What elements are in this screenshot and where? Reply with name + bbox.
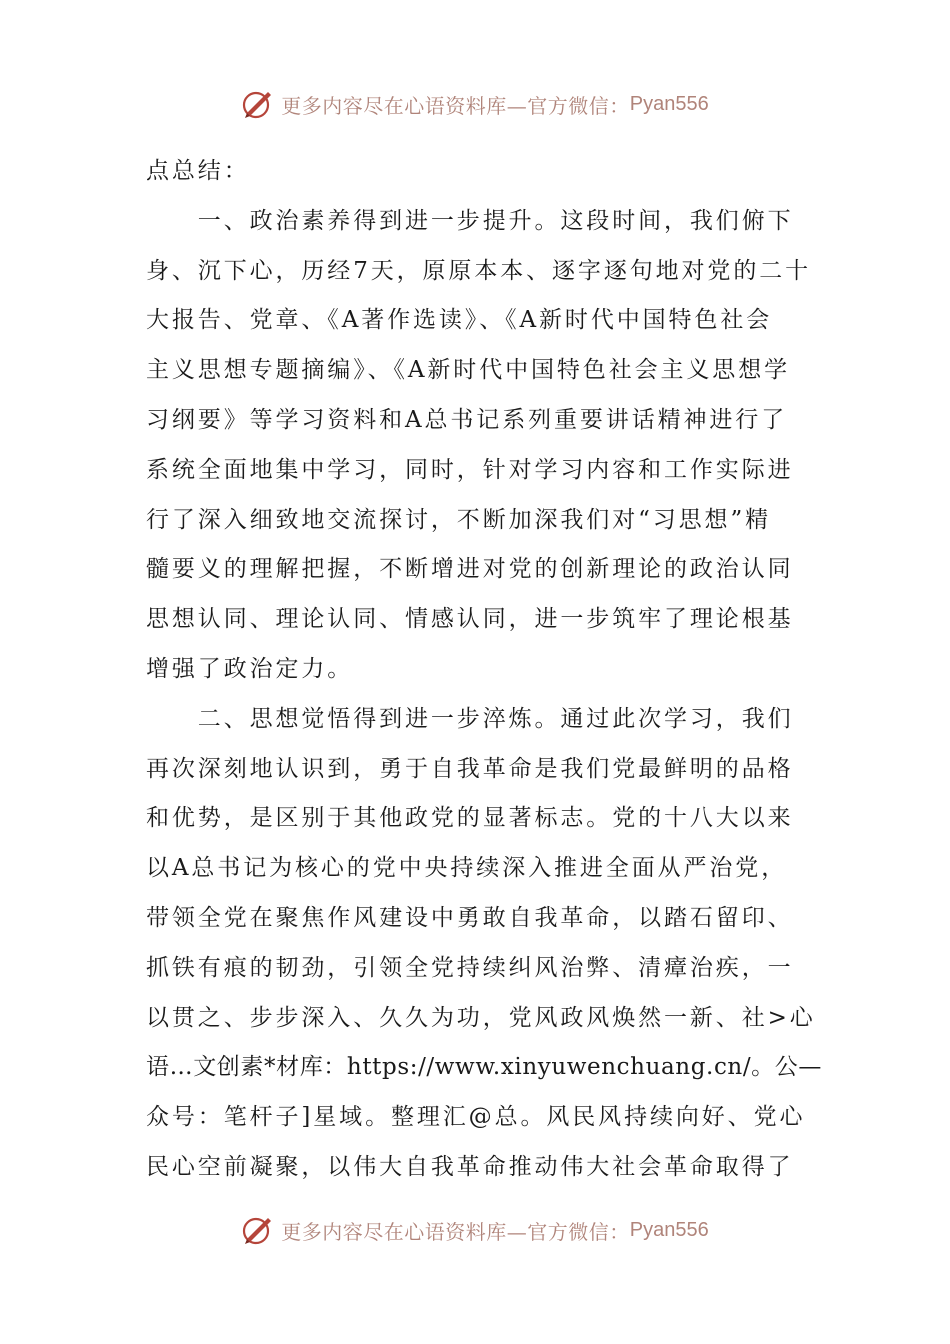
text-line: 行了深入细致地交流探讨，不断加深我们对“习思想”精	[146, 506, 772, 533]
footer-watermark-banner	[0, 1210, 950, 1250]
text-line: 身、沉下心，历经7天，原原本本、逐字逐句地对党的二十	[146, 257, 812, 284]
text-line: 系统全面地集中学习，同时，针对学习内容和工作实际进	[146, 456, 794, 483]
pen-logo-icon	[241, 1213, 275, 1247]
text-line: 增强了政治定力。	[146, 655, 354, 682]
text-line: 点总结：	[146, 158, 250, 184]
text-line: 民心空前凝聚，以伟大自我革命推动伟大社会革命取得了	[146, 1153, 794, 1180]
text-line: 思想认同、理论认同、情感认同，进一步筑牢了理论根基	[146, 606, 794, 633]
text-line: 和优势，是区别于其他政党的显著标志。党的十八大以来	[146, 805, 794, 832]
text-line: 带领全党在聚焦作风建设中勇敢自我革命，以踏石留印、	[146, 904, 794, 931]
text-line: 抓铁有痕的韧劲，引领全党持续纠风治弊、清瘴治疾，一	[146, 954, 794, 981]
text-line: 一、政治素养得到进一步提升。这段时间，我们俯下	[146, 207, 794, 234]
text-line: 众号：笔杆子]星域。整理汇@总。风民风持续向好、党心	[146, 1104, 806, 1131]
text-line: 再次深刻地认识到，勇于自我革命是我们党最鲜明的品格	[146, 755, 794, 782]
text-line: 习纲要》等学习资料和A总书记系列重要讲话精神进行了	[146, 406, 788, 433]
pen-logo-icon	[241, 87, 275, 121]
text-line: 语…文创素*材库：https://www.xinyuwenchuang.cn/。公—	[146, 1054, 822, 1081]
header-watermark-banner	[0, 84, 950, 124]
text-line: 主义思想专题摘编》、《A新时代中国特色社会主义思想学	[146, 357, 791, 384]
banner-wechat-id: Pyan556	[629, 92, 709, 115]
text-line: 以贯之、步步深入、久久为功，党风政风焕然一新、社>心	[146, 1004, 816, 1031]
banner-text: 更多内容尽在心语资料库—官方微信：	[281, 93, 630, 118]
banner-wechat-id: Pyan556	[629, 1218, 709, 1241]
text-line: 以A总书记为核心的党中央持续深入推进全面从严治党，	[146, 855, 788, 882]
document-body	[146, 147, 822, 1193]
text-line: 二、思想觉悟得到进一步淬炼。通过此次学习，我们	[146, 705, 794, 732]
text-line: 大报告、党章、《A著作选读》、《A新时代中国特色社会	[146, 307, 773, 334]
text-line: 髓要义的理解把握，不断增进对党的创新理论的政治认同	[146, 556, 794, 583]
banner-text: 更多内容尽在心语资料库—官方微信：	[281, 1219, 630, 1244]
